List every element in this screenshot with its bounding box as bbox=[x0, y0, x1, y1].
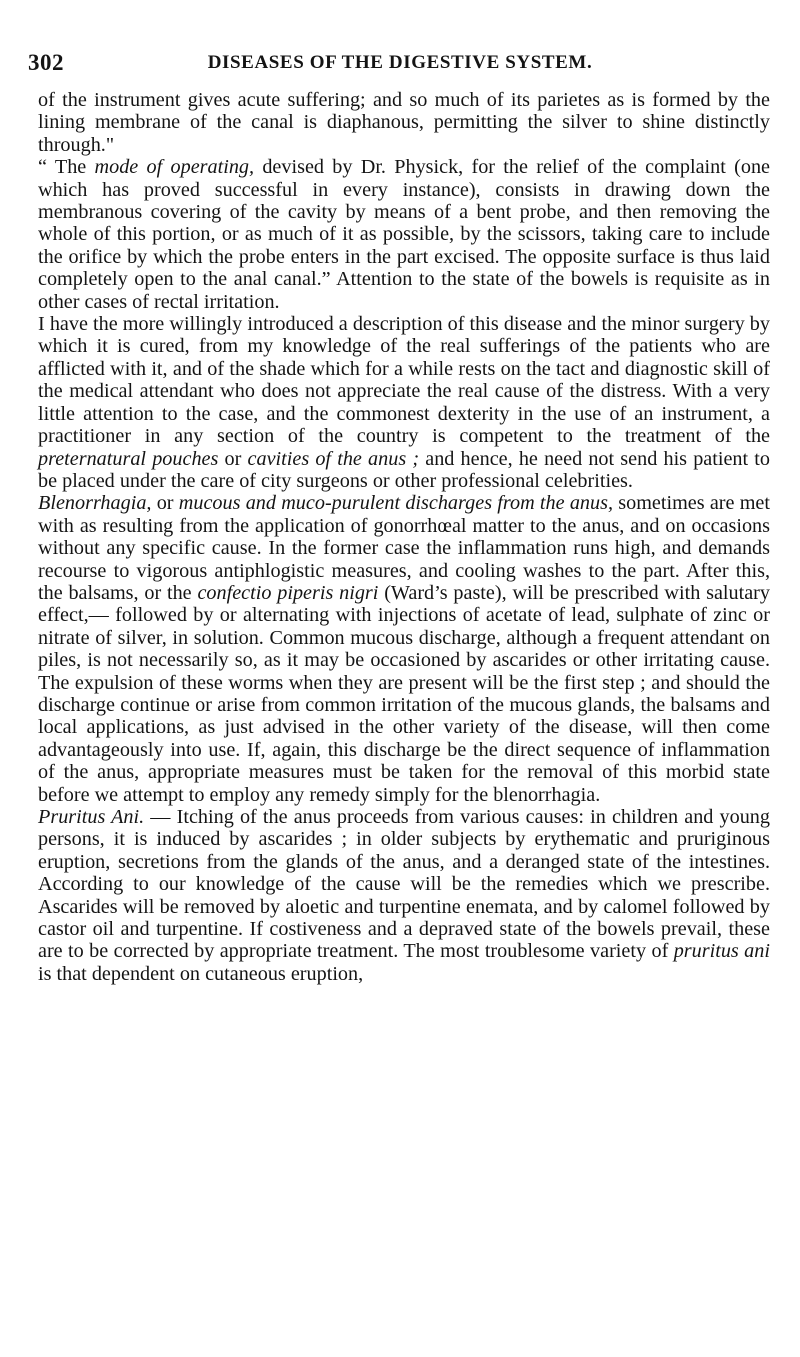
text-segment: devised by Dr. Physick, for the relief of the complaint (one which has proved successful in every instance), consists in drawing down the membranous covering of the cavity by means of a bent probe, and then removing the whole of this portion, or as much of it as possible, by the scissors, taking care to include the orifice by which the probe enters in the part excised. The opposite surface is thus laid completely open to the anal canal.” Attention to the state of the bowels is requisite as in other cases of rectal irritation. bbox=[38, 156, 770, 313]
text-segment: “ The bbox=[38, 156, 95, 179]
text-segment: sometimes are met with as resulting from the application of gonorrhœal matter to the anus, and on occasions without any specific cause. In the former case the inflammation runs high, and demands recourse to vigorous antiphlogistic measures, and cooling washes to the part. After this, the balsams, or the bbox=[38, 492, 771, 604]
paragraph-1 bbox=[38, 89, 770, 156]
italic-segment: Blenorrhagia, bbox=[38, 492, 152, 515]
text-segment: — Itching of the anus proceeds from various causes: in children and young persons, it is induced by ascarides ; in older subjects by erythematic and pruriginous eruption, secretions from the glands of the anus, and a deranged state of the intestines. According to our knowledge of the cause will be the remedies which we prescribe. Ascarides will be removed by aloetic and turpentine enemata, and by calomel followed by castor oil and turpentine. If costiveness and a depraved state of the bowels prevail, these are to be corrected by appropriate treatment. The most troublesome variety of bbox=[38, 806, 770, 963]
text-segment: or bbox=[151, 492, 179, 515]
paragraph-2 bbox=[38, 156, 770, 313]
italic-segment: confectio piperis nigri bbox=[197, 581, 379, 604]
italic-segment: pruritus ani bbox=[673, 940, 770, 963]
text-segment: or bbox=[218, 447, 248, 470]
text-segment: I have the more willingly introduced a description of this disease and the minor surgery by which it is cured, from my knowledge of the real sufferings of the patients who are afflicted with it, and of the shade which for a while rests on the tact and diagnostic skill of the medical attendant who does not appreciate the real cause of the distress. With a very little attention to the case, and the commonest dexterity in the use of an instrument, a practitioner in any section of the country is competent to the treatment of the bbox=[38, 313, 770, 448]
italic-segment: mode of operating, bbox=[94, 156, 255, 179]
page-header bbox=[28, 50, 772, 80]
running-title: DISEASES OF THE DIGESTIVE SYSTEM. bbox=[207, 52, 593, 73]
italic-segment: preternatural pouches bbox=[38, 447, 219, 470]
text-segment: is that dependent on cutaneous eruption, bbox=[38, 962, 364, 985]
text-segment: of the instrument gives acute suffering; and so much of its parietes as is formed by the lining membrane of the canal is diaphanous, permitting the silver to shine distinctly through." bbox=[38, 89, 770, 156]
italic-segment: Pruritus Ani. bbox=[38, 806, 145, 828]
text-segment: (Ward’s paste), will be prescribed with salutary effect,— followed by or alternating with injections of acetate of lead, sulphate of zinc or nitrate of silver, in solution. Common mucous discharge, although a frequent attendant on piles, is not necessarily so, as it may be occasioned by ascarides or other irritating cause. The expulsion of these worms when they are present will be the first step ; and should the discharge continue or arise from common irritation of the mucous glands, the balsams and local applications, as just advised in the other variety of the disease, will then come advantageously into use. If, again, this discharge be the direct sequence of inflammation of the anus, appropriate measures must be taken for the removal of this morbid state before we attempt to employ any remedy simply for the blenorrhagia. bbox=[38, 581, 770, 806]
paragraph-5 bbox=[38, 806, 770, 985]
body-text bbox=[38, 89, 770, 985]
paragraph-4 bbox=[38, 492, 770, 806]
italic-segment: mucous and muco-purulent discharges from the anus, bbox=[178, 492, 614, 515]
text-segment: and hence, he need not send his patient to be placed under the care of city surgeons or other professional celebrities. bbox=[38, 447, 771, 492]
italic-segment: cavities of the anus ; bbox=[247, 447, 420, 470]
page-number: 302 bbox=[28, 50, 64, 75]
paragraph-3 bbox=[38, 313, 770, 492]
